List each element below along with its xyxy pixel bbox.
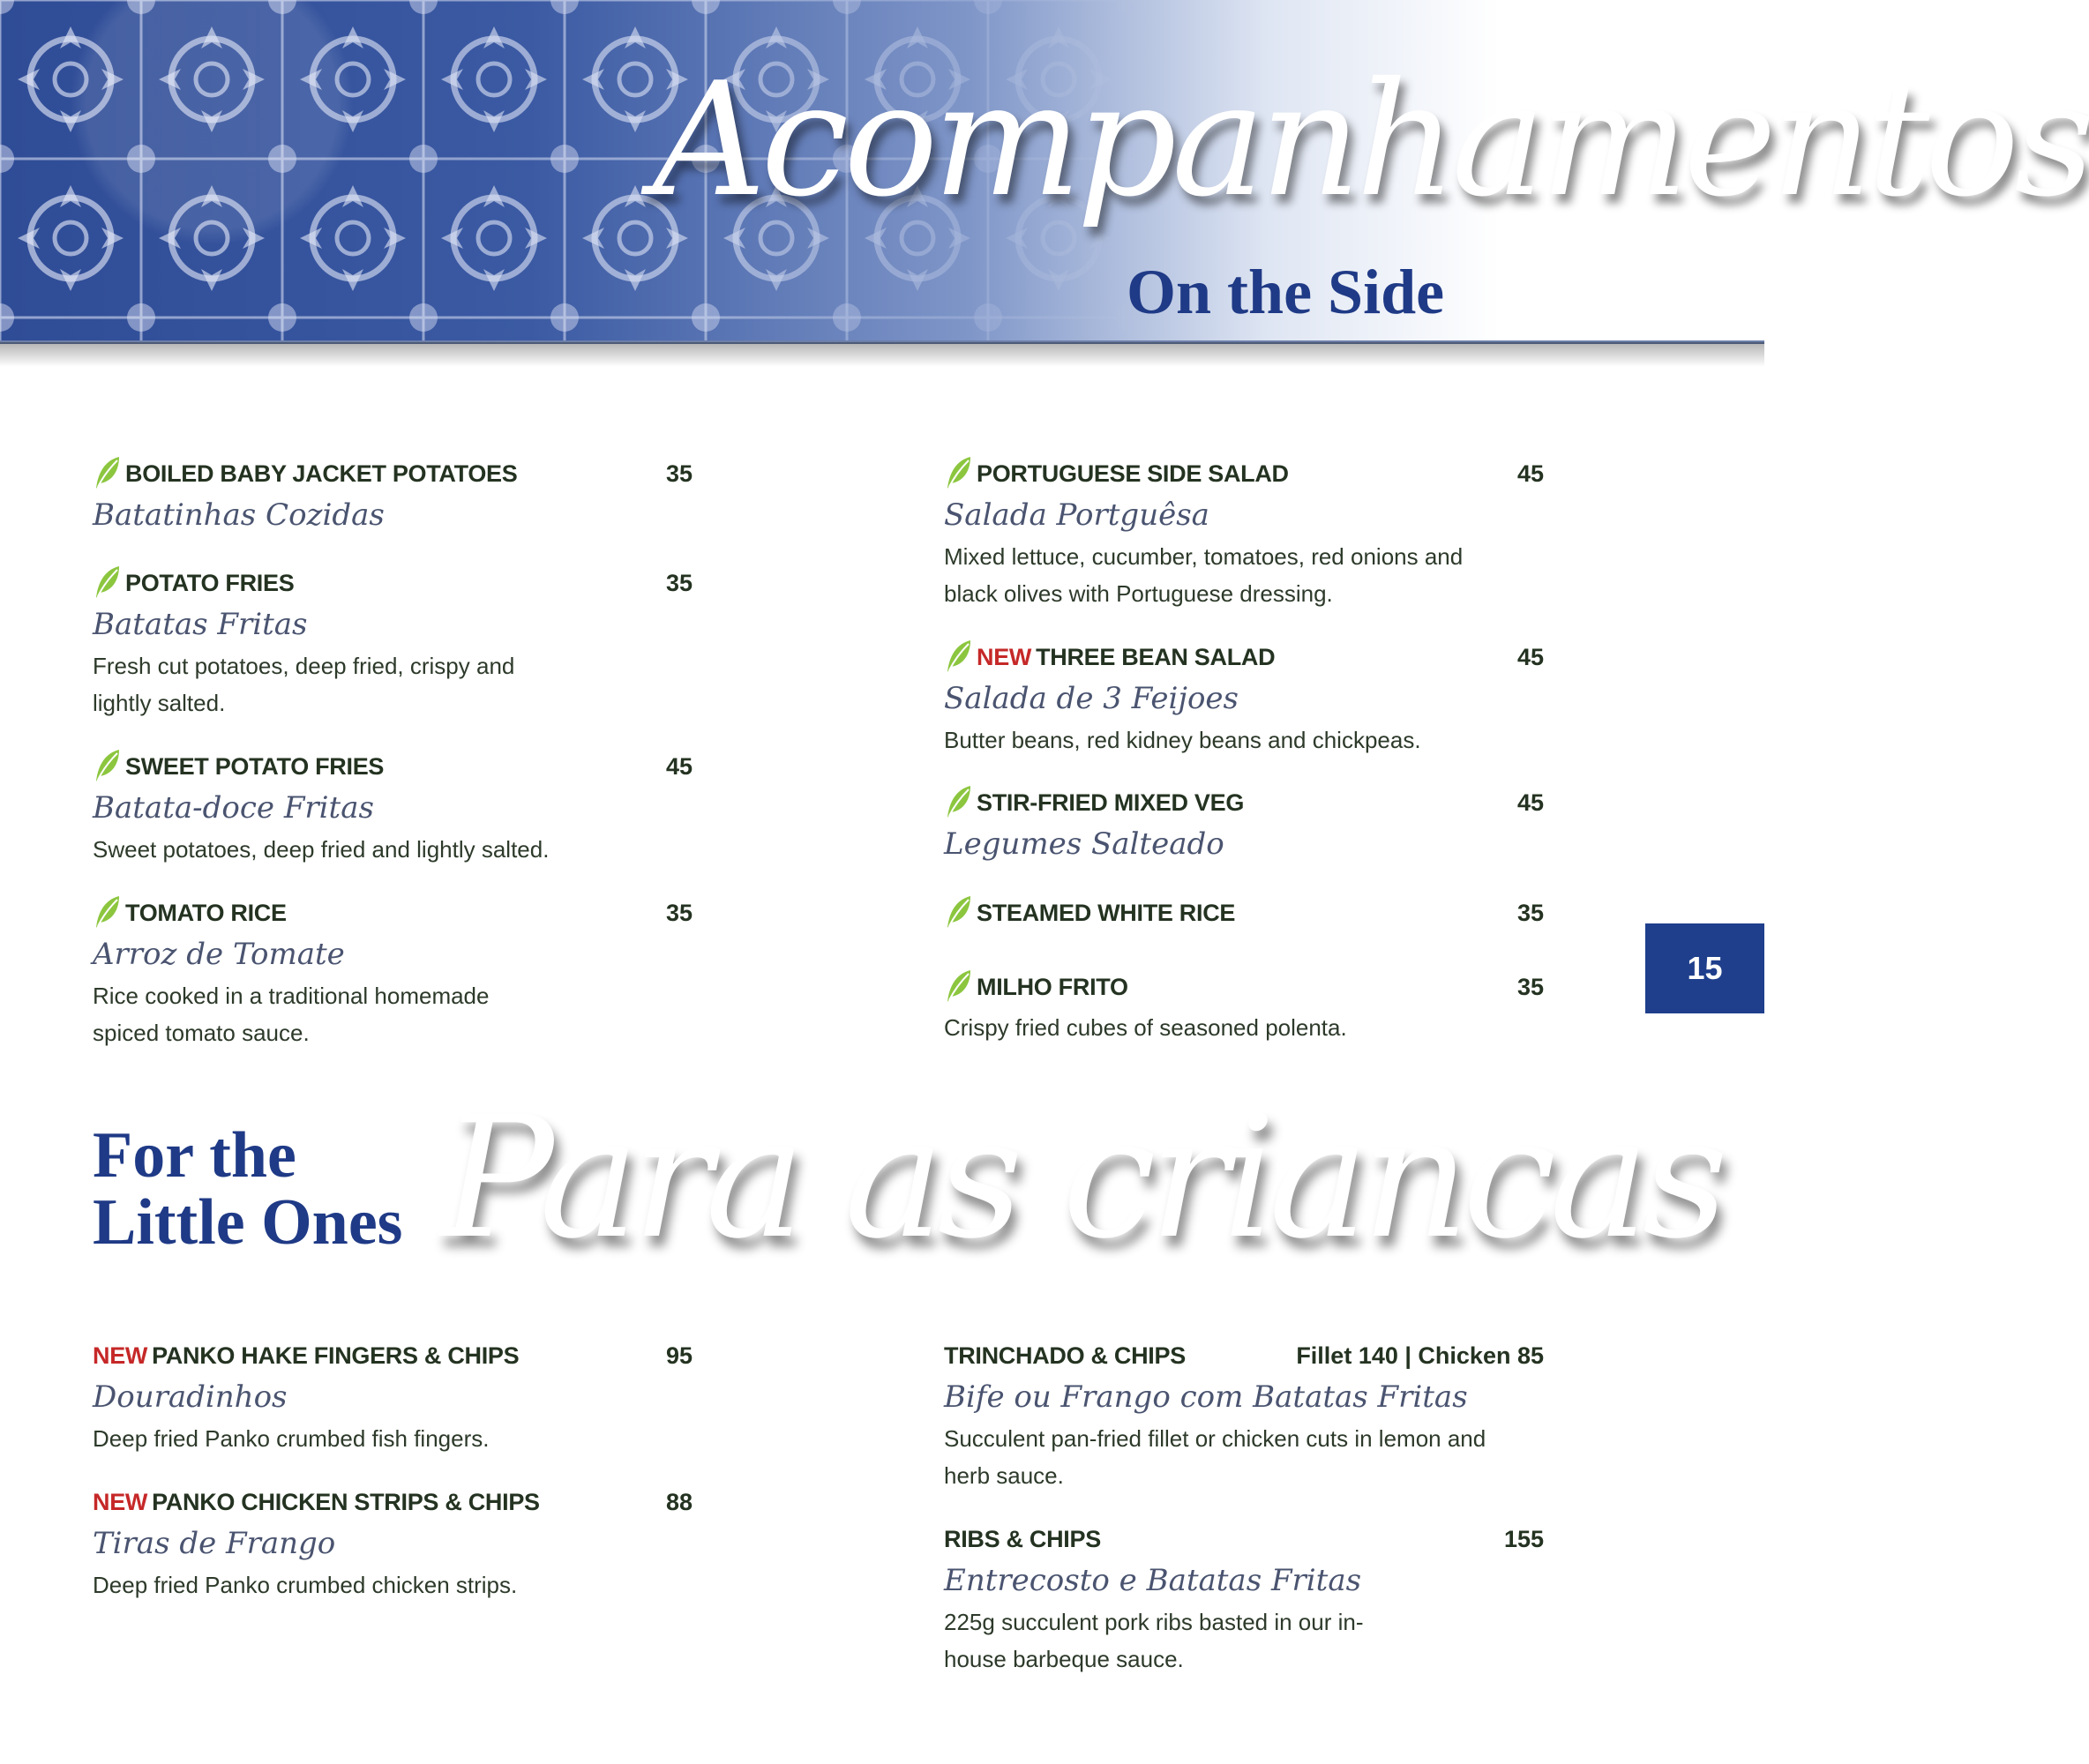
new-badge: NEW — [93, 1489, 148, 1515]
item-description: Crispy fried cubes of seasoned polenta. — [944, 1014, 1347, 1041]
new-badge: NEW — [977, 644, 1032, 670]
leaf-icon — [944, 894, 972, 930]
item-name: STIR-FRIED MIXED VEG — [977, 789, 1245, 816]
item-price: 35 — [1516, 974, 1544, 1000]
header-banner — [0, 0, 2089, 344]
item-description: Deep fried Panko crumbed fish fingers. — [93, 1425, 490, 1452]
leaf-icon — [944, 639, 972, 674]
menu-item-sweet-potato-fries — [93, 753, 693, 868]
menu-item-portuguese-side-salad — [944, 460, 1544, 612]
leaf-icon — [944, 455, 972, 490]
item-price: 45 — [1516, 460, 1544, 487]
item-price: 35 — [665, 900, 693, 926]
menu-item-trinchado-chips — [944, 1342, 1544, 1494]
leaf-icon — [93, 455, 121, 490]
menu-item-tomato-rice — [93, 900, 693, 1051]
page-number-tab: 15 — [1645, 923, 1764, 1013]
item-price: Fillet 140 | Chicken 85 — [1296, 1342, 1544, 1369]
leaf-icon — [93, 894, 121, 930]
item-description: Mixed lettuce, cucumber, tomatoes, red onions and black olives with Portuguese dressing. — [944, 543, 1464, 607]
menu-item-panko-chicken-strips — [93, 1489, 693, 1603]
menu-item-boiled-potatoes — [93, 460, 693, 533]
item-description: Succulent pan-fried fillet or chicken cuts in lemon and herb sauce. — [944, 1425, 1486, 1489]
new-badge: NEW — [93, 1342, 148, 1369]
item-price: 45 — [1516, 789, 1544, 816]
item-name: PORTUGUESE SIDE SALAD — [977, 460, 1289, 487]
item-description: Rice cooked in a traditional homemade spiced tomato sauce. — [93, 983, 490, 1046]
section-title: On the Side — [1127, 257, 1445, 327]
item-name: POTATO FRIES — [125, 570, 295, 596]
item-portuguese-name: Arroz de Tomate — [93, 937, 345, 972]
item-description: Fresh cut potatoes, deep fried, crispy and lightly salted. — [93, 653, 515, 716]
item-name: MILHO FRITO — [977, 974, 1128, 1000]
item-name: SWEET POTATO FRIES — [125, 753, 385, 780]
item-description: Butter beans, red kidney beans and chickpeas. — [944, 727, 1421, 753]
item-price: 45 — [1516, 644, 1544, 670]
item-portuguese-name: Legumes Salteado — [944, 826, 1224, 862]
item-price: 155 — [1503, 1526, 1544, 1552]
item-price: 35 — [665, 460, 693, 487]
leaf-icon — [944, 784, 972, 819]
kids-section-title — [93, 1119, 403, 1259]
item-name-text: PANKO CHICKEN STRIPS & CHIPS — [152, 1489, 540, 1515]
item-portuguese-name: Batatinhas Cozidas — [93, 497, 385, 533]
menu-item-panko-hake-fingers — [93, 1342, 693, 1457]
item-description: 225g succulent pork ribs basted in our in-house barbeque sauce. — [944, 1609, 1364, 1672]
item-price: 45 — [665, 753, 693, 780]
item-portuguese-name: Bife ou Frango com Batatas Fritas — [944, 1379, 1468, 1415]
item-name — [93, 1489, 540, 1516]
leaf-icon — [93, 564, 121, 600]
item-name-text: THREE BEAN SALAD — [1036, 644, 1276, 670]
item-name: BOILED BABY JACKET POTATOES — [125, 460, 518, 487]
item-price: 35 — [1516, 900, 1544, 926]
menu-item-stir-fried-mixed-veg — [944, 789, 1544, 862]
item-name: TRINCHADO & CHIPS — [944, 1342, 1186, 1369]
kids-script-title: Para as criancas — [441, 1080, 1722, 1275]
item-portuguese-name: Batatas Fritas — [93, 607, 308, 642]
leaf-icon — [944, 968, 972, 1004]
item-portuguese-name: Douradinhos — [93, 1379, 288, 1415]
item-price: 35 — [665, 570, 693, 596]
item-portuguese-name: Entrecosto e Batatas Fritas — [944, 1563, 1362, 1598]
item-portuguese-name: Salada de 3 Feijoes — [944, 681, 1239, 716]
item-name: STEAMED WHITE RICE — [977, 900, 1236, 926]
item-description: Sweet potatoes, deep fried and lightly salted. — [93, 836, 550, 863]
banner-shadow — [0, 342, 1764, 367]
item-portuguese-name: Tiras de Frango — [93, 1526, 336, 1561]
kids-title-line-2: Little Ones — [93, 1186, 403, 1259]
menu-item-potato-fries — [93, 570, 693, 721]
menu-item-ribs-chips — [944, 1526, 1544, 1678]
item-description: Deep fried Panko crumbed chicken strips. — [93, 1572, 518, 1598]
item-name: RIBS & CHIPS — [944, 1526, 1101, 1552]
item-portuguese-name: Salada Portguêsa — [944, 497, 1209, 533]
menu-item-three-bean-salad — [944, 644, 1544, 759]
leaf-icon — [93, 748, 121, 783]
item-name: TOMATO RICE — [125, 900, 287, 926]
menu-item-milho-frito — [944, 974, 1544, 1046]
menu-item-steamed-white-rice — [944, 900, 1544, 935]
item-name — [977, 644, 1275, 671]
section-script-title: Acompanhamentos — [653, 49, 2089, 231]
item-price: 88 — [665, 1489, 693, 1515]
item-name-text: PANKO HAKE FINGERS & CHIPS — [152, 1342, 520, 1369]
item-name — [93, 1342, 519, 1370]
kids-title-line-1: For the — [93, 1119, 296, 1192]
item-price: 95 — [665, 1342, 693, 1369]
item-portuguese-name: Batata-doce Fritas — [93, 790, 374, 826]
